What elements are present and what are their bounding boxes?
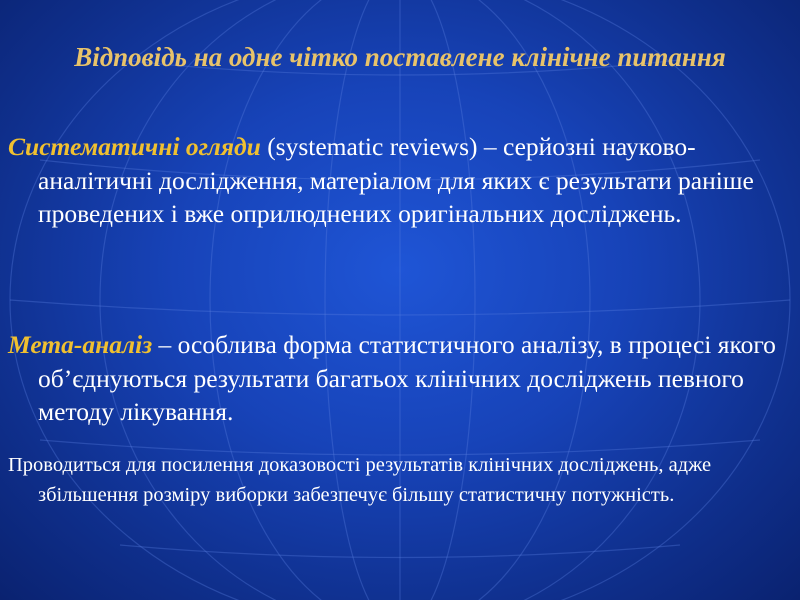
paragraph-purpose: Проводиться для посилення доказовості результатів клінічних досліджень, адже збільшення розміру виборки забезпечує більшу статистичну потужність. — [8, 454, 712, 506]
paragraph-text-systematic-reviews: (systematic reviews) – серйозні науково-аналітичні дослідження, матеріалом для яких є результати раніше проведених і вже оприлюднених оригінальних досліджень. — [38, 132, 754, 228]
slide-title: Відповідь на одне чітко поставлене клінічне питання — [74, 42, 726, 72]
term-systematic-reviews: Систематичні огляди — [8, 132, 261, 161]
paragraph-meta-analysis — [8, 328, 788, 429]
paragraph-systematic-reviews — [8, 130, 788, 231]
term-meta-analysis: Мета-аналіз — [8, 330, 153, 359]
paragraph-text-meta-analysis: – особлива форма статистичного аналізу, в процесі якого об’єднуються результати багатьох клінічних досліджень певного методу лікування. — [38, 330, 776, 426]
